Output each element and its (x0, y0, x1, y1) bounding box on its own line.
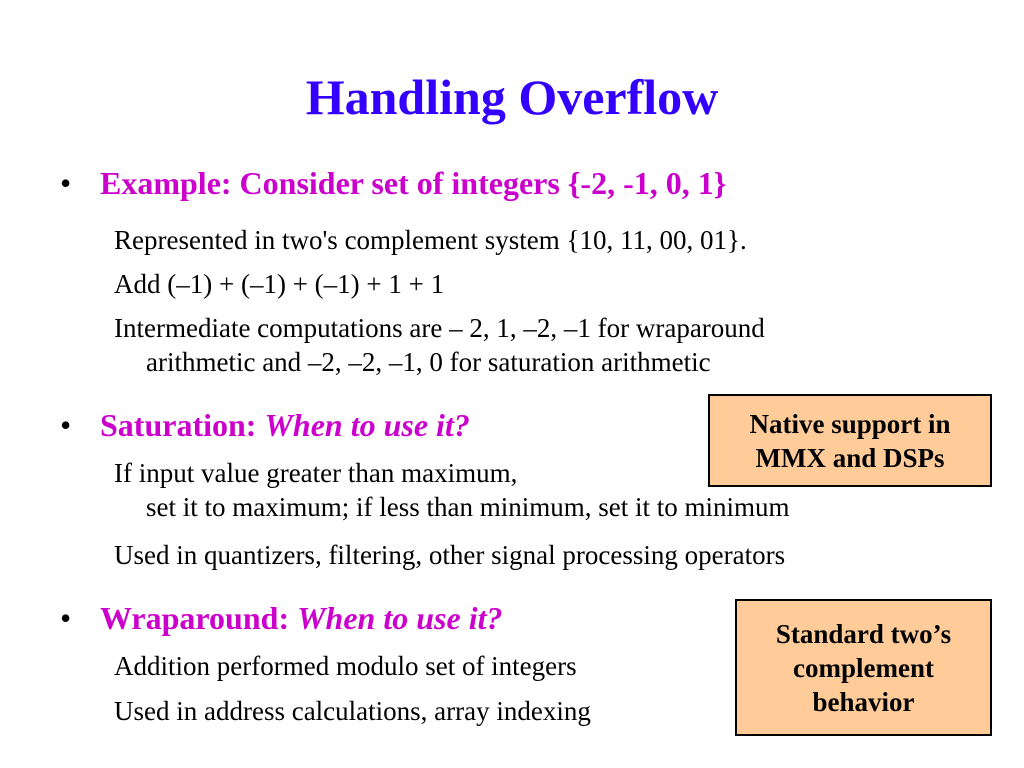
example-line-intermediate-part1: Intermediate computations are – 2, 1, –2, –1 for wraparound (114, 313, 765, 343)
callout-standard-line3: behavior (812, 686, 915, 717)
saturation-line-if-input-part1: If input value greater than maximum, (114, 458, 518, 488)
callout-standard-line2: complement (793, 652, 934, 683)
bullet-wraparound (60, 601, 502, 636)
wraparound-line-used-in: Used in address calculations, array indexing (114, 696, 591, 726)
bullet-wraparound-heading: Wraparound: (100, 600, 290, 636)
bullet-dot: • (60, 165, 72, 201)
saturation-line-if-input-part2: set it to maximum; if less than minimum, set it to minimum (146, 492, 790, 522)
saturation-line-if-input (114, 456, 789, 524)
callout-native-support-line2: MMX and DSPs (755, 442, 945, 473)
bullet-example (60, 166, 726, 201)
wraparound-line-addition: Addition performed modulo set of integers (114, 651, 577, 681)
bullet-wraparound-question: When to use it? (297, 600, 503, 636)
slide-title: Handling Overflow (305, 69, 719, 125)
callout-standard-line1: Standard two’s (775, 618, 952, 649)
example-line-intermediate-part2: arithmetic and –2, –2, –1, 0 for saturation arithmetic (146, 347, 711, 377)
example-line-add: Add (–1) + (–1) + (–1) + 1 + 1 (114, 269, 445, 299)
example-line-intermediate (114, 311, 765, 379)
bullet-dot: • (60, 600, 72, 636)
saturation-line-used-in: Used in quantizers, filtering, other signal processing operators (114, 540, 786, 570)
bullet-example-heading: Example: Consider set of integers {-2, -1, 0, 1} (100, 165, 727, 201)
bullet-dot: • (60, 407, 72, 443)
callout-standard-twos-complement (735, 599, 992, 736)
callout-native-support (708, 394, 992, 487)
bullet-saturation-question: When to use it? (264, 407, 470, 443)
bullet-saturation-heading: Saturation: (100, 407, 257, 443)
callout-native-support-line1: Native support in (749, 408, 951, 439)
example-line-represented: Represented in two's complement system {10, 11, 00, 01}. (114, 225, 747, 255)
bullet-saturation (60, 408, 470, 443)
